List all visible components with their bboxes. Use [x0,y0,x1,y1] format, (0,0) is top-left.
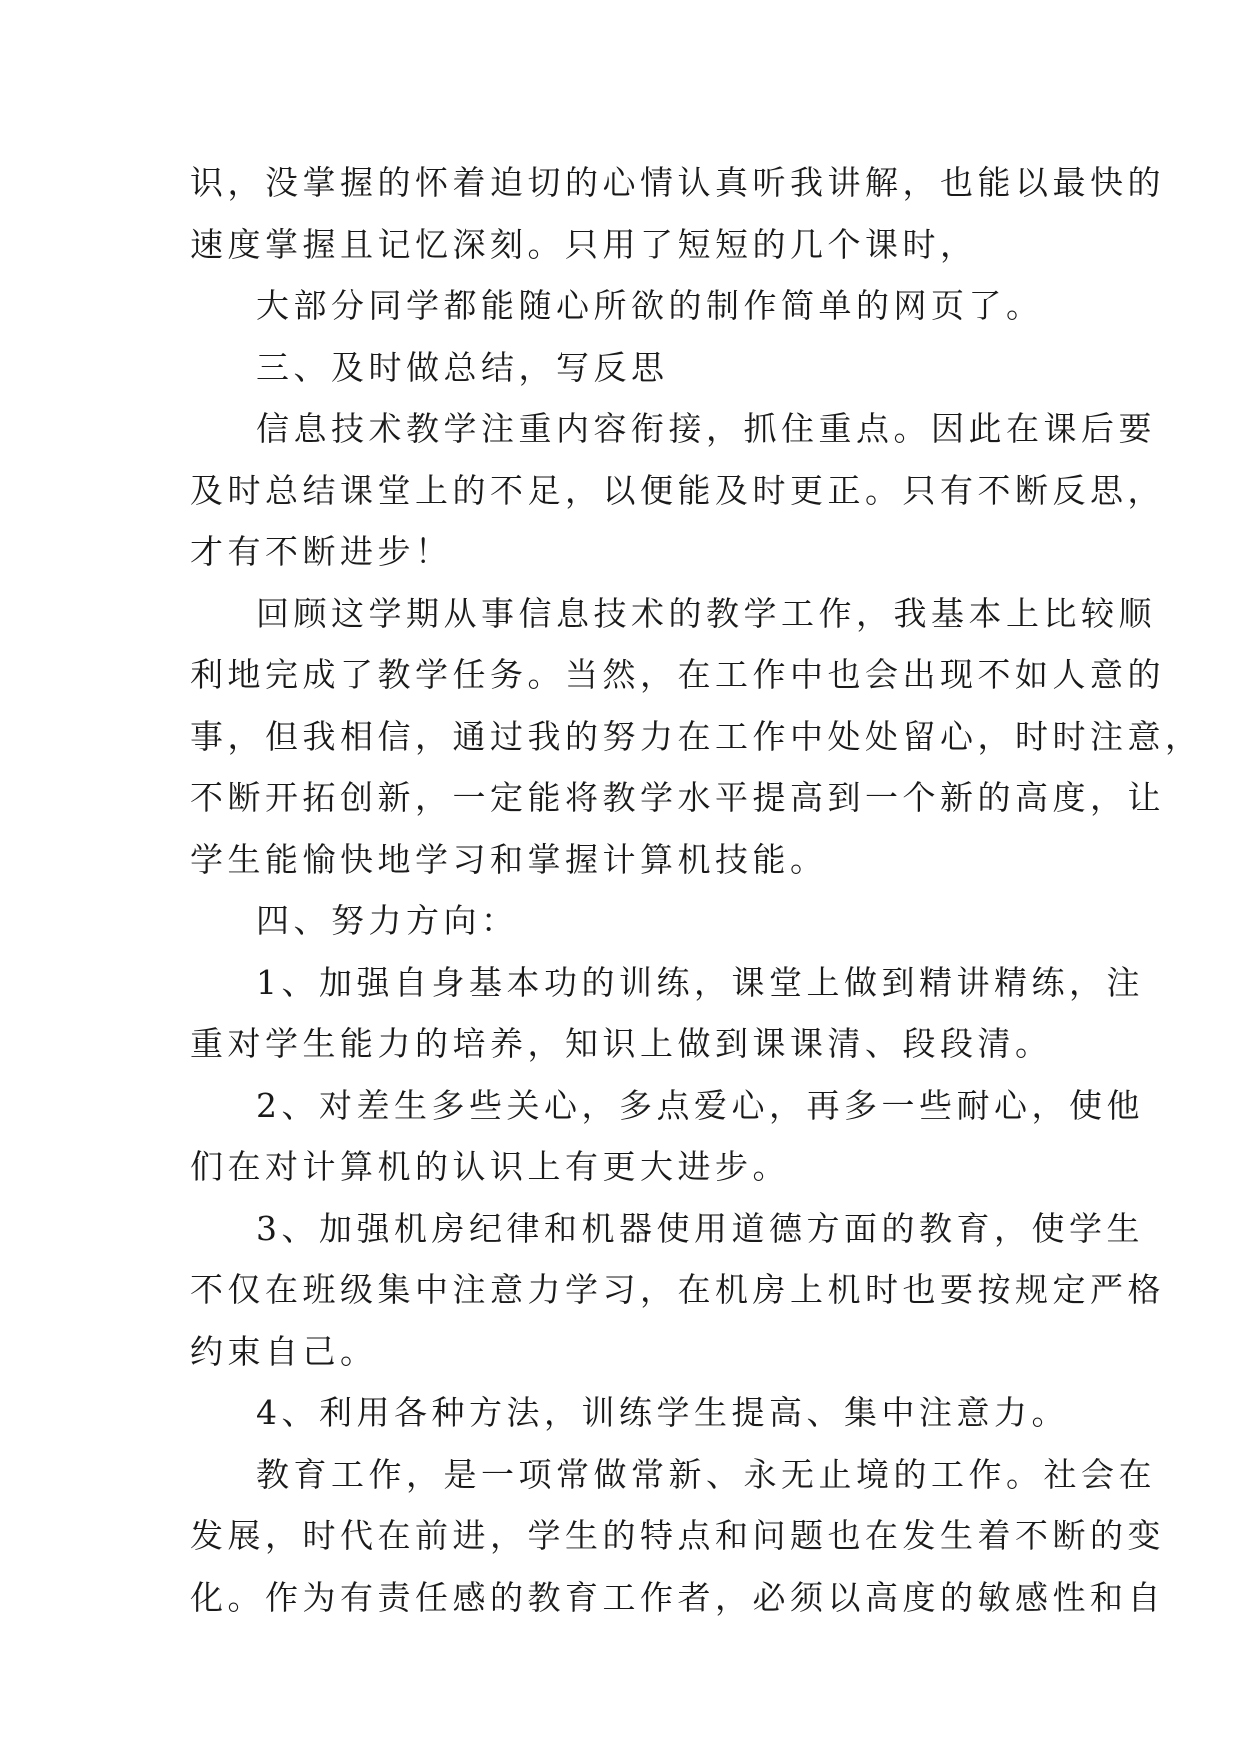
text-line: 回顾这学期从事信息技术的教学工作，我基本上比较顺 [256,593,1156,633]
list-item-line: 们在对计算机的认识上有更大进步。 [190,1147,790,1186]
text-line: 事，但我相信，通过我的努力在工作中处处留心，时时注意， [190,716,1203,756]
text-line: 化。作为有责任感的教育工作者，必须以高度的敏感性和自 [190,1577,1165,1617]
section-heading: 三、及时做总结，写反思 [256,347,669,387]
list-item-line: 重对学生能力的培养，知识上做到课课清、段段清。 [190,1024,1053,1063]
text-line: 大部分同学都能随心所欲的制作简单的网页了。 [256,286,1044,325]
text-line: 不断开拓创新，一定能将教学水平提高到一个新的高度，让 [190,778,1165,817]
text-line: 发展，时代在前进，学生的特点和问题也在发生着不断的变 [190,1516,1165,1555]
text-line: 信息技术教学注重内容衔接，抓住重点。因此在课后要 [256,409,1156,448]
section-heading: 四、努力方向： [256,901,519,940]
list-item-line: 4、利用各种方法，训练学生提高、集中注意力。 [256,1393,1069,1432]
text-line: 识，没掌握的怀着迫切的心情认真听我讲解，也能以最快的 [190,163,1165,202]
list-item-line: 1、加强自身基本功的训练，课堂上做到精讲精练，注 [256,962,1144,1002]
text-line: 教育工作，是一项常做常新、永无止境的工作。社会在 [256,1454,1156,1494]
list-item-line: 不仅在班级集中注意力学习，在机房上机时也要按规定严格 [190,1270,1165,1309]
text-line: 及时总结课堂上的不足，以便能及时更正。只有不断反思， [190,470,1165,510]
text-line: 利地完成了教学任务。当然，在工作中也会出现不如人意的 [190,655,1165,694]
text-line: 学生能愉快地学习和掌握计算机技能。 [190,839,828,879]
text-line: 才有不断进步！ [190,532,453,571]
list-item-line: 2、对差生多些关心，多点爱心，再多一些耐心，使他 [256,1085,1144,1125]
document-body [190,152,1203,1628]
text-line: 速度掌握且记忆深刻。只用了短短的几个课时， [190,224,978,264]
list-item-line: 3、加强机房纪律和机器使用道德方面的教育，使学生 [256,1208,1144,1248]
list-item-line: 约束自己。 [190,1331,378,1371]
